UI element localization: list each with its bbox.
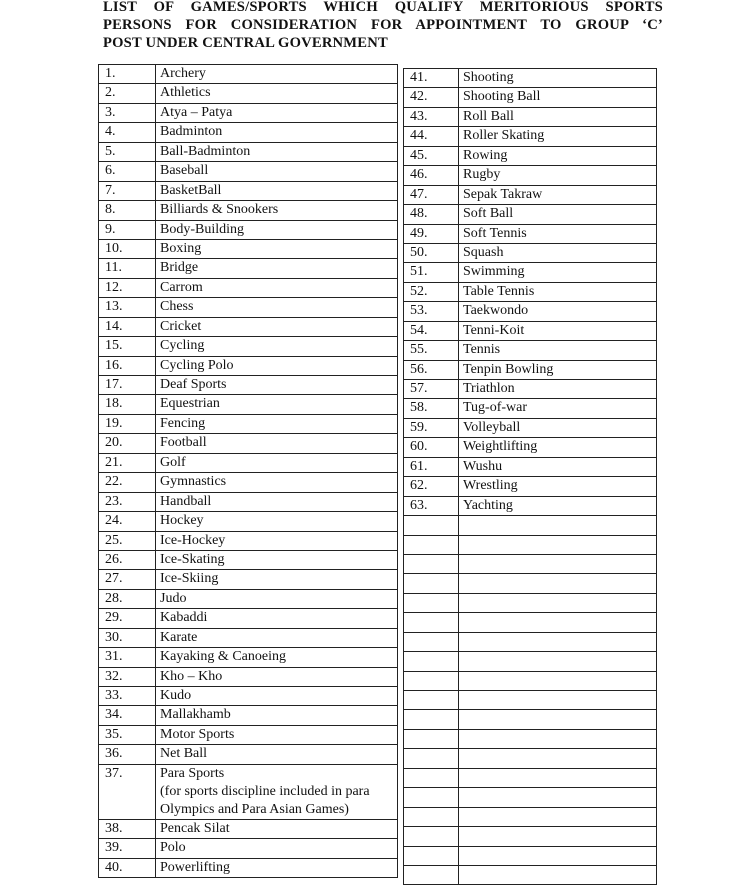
- sport-name: Wushu: [459, 457, 657, 476]
- table-row: [99, 648, 398, 667]
- sport-number: 62.: [404, 477, 459, 496]
- empty-cell: [404, 593, 459, 612]
- empty-cell: [459, 807, 657, 826]
- sport-note: Olympics and Para Asian Games): [160, 801, 349, 817]
- sport-number: 11.: [99, 259, 156, 278]
- sport-name: Karate: [156, 628, 398, 647]
- table-row: [404, 691, 657, 710]
- sport-number: 59.: [404, 418, 459, 437]
- sport-number: 26.: [99, 550, 156, 569]
- empty-cell: [459, 749, 657, 768]
- empty-cell: [459, 827, 657, 846]
- table-row: [99, 239, 398, 258]
- table-row: [404, 632, 657, 651]
- sport-number: 23.: [99, 492, 156, 511]
- sport-name: Wrestling: [459, 477, 657, 496]
- sport-name-text: Para Sports: [160, 765, 225, 781]
- sports-table-right: [403, 68, 657, 885]
- table-row: [404, 516, 657, 535]
- table-row: [404, 652, 657, 671]
- empty-cell: [404, 671, 459, 690]
- empty-cell: [459, 865, 657, 884]
- sport-number: 35.: [99, 725, 156, 744]
- table-row: [404, 127, 657, 146]
- sport-name: Tenpin Bowling: [459, 360, 657, 379]
- sport-number: 15.: [99, 337, 156, 356]
- table-row: [404, 710, 657, 729]
- sport-number: 19.: [99, 414, 156, 433]
- sport-name: Badminton: [156, 123, 398, 142]
- sport-name: Judo: [156, 589, 398, 608]
- table-row: [404, 535, 657, 554]
- sport-name: Kayaking & Canoeing: [156, 648, 398, 667]
- sport-number: 63.: [404, 496, 459, 515]
- sport-number: 34.: [99, 706, 156, 725]
- table-row: [99, 434, 398, 453]
- sport-number: 9.: [99, 220, 156, 239]
- empty-cell: [459, 593, 657, 612]
- table-row: [404, 380, 657, 399]
- sport-number: 44.: [404, 127, 459, 146]
- sport-number: 29.: [99, 609, 156, 628]
- table-row: [404, 224, 657, 243]
- sport-number: 30.: [99, 628, 156, 647]
- empty-cell: [404, 827, 459, 846]
- table-row: [99, 84, 398, 103]
- sport-number: 46.: [404, 166, 459, 185]
- empty-cell: [459, 652, 657, 671]
- sport-name: Roll Ball: [459, 107, 657, 126]
- sport-name: Net Ball: [156, 745, 398, 764]
- table-row: [99, 531, 398, 550]
- table-row: [99, 278, 398, 297]
- sport-number: 42.: [404, 88, 459, 107]
- table-row: [99, 201, 398, 220]
- sport-number: 27.: [99, 570, 156, 589]
- empty-cell: [404, 652, 459, 671]
- empty-cell: [459, 846, 657, 865]
- sport-name: Squash: [459, 243, 657, 262]
- empty-cell: [459, 729, 657, 748]
- sport-number: 21.: [99, 453, 156, 472]
- sport-number: 57.: [404, 380, 459, 399]
- sport-name: Deaf Sports: [156, 376, 398, 395]
- empty-cell: [404, 691, 459, 710]
- sport-number: 7.: [99, 181, 156, 200]
- table-row: [404, 263, 657, 282]
- sport-number: 20.: [99, 434, 156, 453]
- sport-number: 14.: [99, 317, 156, 336]
- table-row: [404, 613, 657, 632]
- table-row: [404, 846, 657, 865]
- table-row: [404, 574, 657, 593]
- table-row: [404, 107, 657, 126]
- sport-number: 1.: [99, 65, 156, 84]
- heading-line-3: POST UNDER CENTRAL GOVERNMENT: [103, 35, 388, 51]
- empty-cell: [459, 516, 657, 535]
- empty-cell: [404, 729, 459, 748]
- table-row: [99, 819, 398, 838]
- sport-number: 60.: [404, 438, 459, 457]
- sport-name: Tug-of-war: [459, 399, 657, 418]
- table-row: [99, 337, 398, 356]
- empty-cell: [404, 865, 459, 884]
- sport-name: Swimming: [459, 263, 657, 282]
- sport-name: Cricket: [156, 317, 398, 336]
- empty-cell: [404, 535, 459, 554]
- table-row: [99, 356, 398, 375]
- table-row: [404, 166, 657, 185]
- sport-number: 58.: [404, 399, 459, 418]
- sport-number: 22.: [99, 473, 156, 492]
- table-row: [99, 667, 398, 686]
- heading-line-2: PERSONS FOR CONSIDERATION FOR APPOINTMENT TO GROUP ‘C’: [103, 17, 663, 33]
- sport-name: Equestrian: [156, 395, 398, 414]
- sport-name: Pencak Silat: [156, 819, 398, 838]
- table-row: [404, 827, 657, 846]
- table-row: [404, 496, 657, 515]
- table-row: [404, 88, 657, 107]
- sport-number: 31.: [99, 648, 156, 667]
- sport-number: 45.: [404, 146, 459, 165]
- sport-number: 28.: [99, 589, 156, 608]
- sport-name: Roller Skating: [459, 127, 657, 146]
- sport-number: 24.: [99, 512, 156, 531]
- empty-cell: [404, 613, 459, 632]
- table-row: [404, 671, 657, 690]
- sport-name: [156, 764, 398, 819]
- sport-number: 52.: [404, 282, 459, 301]
- sport-number: 41.: [404, 69, 459, 88]
- table-row: [99, 103, 398, 122]
- sport-number: 50.: [404, 243, 459, 262]
- sport-name: Football: [156, 434, 398, 453]
- table-row: [99, 839, 398, 858]
- sport-number: 47.: [404, 185, 459, 204]
- sport-number: 40.: [99, 858, 156, 877]
- empty-cell: [404, 554, 459, 573]
- sport-name: Bridge: [156, 259, 398, 278]
- sport-name: Volleyball: [459, 418, 657, 437]
- empty-cell: [404, 710, 459, 729]
- sport-number: 2.: [99, 84, 156, 103]
- empty-cell: [459, 710, 657, 729]
- empty-cell: [404, 788, 459, 807]
- sport-name: Fencing: [156, 414, 398, 433]
- sport-name: Carrom: [156, 278, 398, 297]
- sport-number: 6.: [99, 162, 156, 181]
- sport-name: Cycling: [156, 337, 398, 356]
- table-row: [99, 570, 398, 589]
- sport-name: Ice-Skiing: [156, 570, 398, 589]
- sport-name: Handball: [156, 492, 398, 511]
- table-row: [404, 477, 657, 496]
- sport-name: Billiards & Snookers: [156, 201, 398, 220]
- sport-number: 5.: [99, 142, 156, 161]
- sport-name: Mallakhamb: [156, 706, 398, 725]
- table-row: [99, 512, 398, 531]
- table-row: [99, 162, 398, 181]
- sport-name: Kabaddi: [156, 609, 398, 628]
- sport-name: Rowing: [459, 146, 657, 165]
- table-row: [404, 69, 657, 88]
- sport-number: 37.: [99, 764, 156, 819]
- sport-number: 55.: [404, 341, 459, 360]
- table-row: [99, 858, 398, 877]
- empty-cell: [459, 613, 657, 632]
- table-row: [99, 298, 398, 317]
- table-row: [99, 414, 398, 433]
- sport-number: 3.: [99, 103, 156, 122]
- sports-table-right-body: [404, 69, 657, 885]
- sport-number: 12.: [99, 278, 156, 297]
- table-row: [404, 729, 657, 748]
- sport-number: 38.: [99, 819, 156, 838]
- table-row: [99, 453, 398, 472]
- table-row: [99, 764, 398, 819]
- sport-name: Shooting Ball: [459, 88, 657, 107]
- sport-name: Motor Sports: [156, 725, 398, 744]
- sport-note: (for sports discipline included in para: [160, 783, 370, 799]
- sport-name: Cycling Polo: [156, 356, 398, 375]
- table-row: [99, 142, 398, 161]
- sport-number: 61.: [404, 457, 459, 476]
- sport-name: Tenni-Koit: [459, 321, 657, 340]
- table-row: [404, 243, 657, 262]
- table-row: [404, 457, 657, 476]
- table-row: [404, 185, 657, 204]
- table-row: [99, 220, 398, 239]
- table-row: [99, 395, 398, 414]
- empty-cell: [459, 632, 657, 651]
- sport-name: BasketBall: [156, 181, 398, 200]
- sport-number: 13.: [99, 298, 156, 317]
- sport-name: Ice-Hockey: [156, 531, 398, 550]
- empty-cell: [459, 671, 657, 690]
- sport-name: Soft Ball: [459, 205, 657, 224]
- empty-cell: [404, 807, 459, 826]
- sport-number: 32.: [99, 667, 156, 686]
- sport-name: Soft Tennis: [459, 224, 657, 243]
- sport-name: Weightlifting: [459, 438, 657, 457]
- sport-name: Tennis: [459, 341, 657, 360]
- sport-name: Ice-Skating: [156, 550, 398, 569]
- sport-name: Athletics: [156, 84, 398, 103]
- table-row: [404, 282, 657, 301]
- table-row: [404, 593, 657, 612]
- table-row: [99, 473, 398, 492]
- empty-cell: [404, 768, 459, 787]
- sport-name: Polo: [156, 839, 398, 858]
- sport-name: Boxing: [156, 239, 398, 258]
- sport-name: Hockey: [156, 512, 398, 531]
- sport-name: Rugby: [459, 166, 657, 185]
- sport-name: Ball-Badminton: [156, 142, 398, 161]
- sport-number: 4.: [99, 123, 156, 142]
- table-row: [404, 321, 657, 340]
- sport-number: 25.: [99, 531, 156, 550]
- empty-cell: [459, 768, 657, 787]
- sport-name: Body-Building: [156, 220, 398, 239]
- sport-name: Baseball: [156, 162, 398, 181]
- table-row: [99, 628, 398, 647]
- table-row: [99, 609, 398, 628]
- sport-number: 8.: [99, 201, 156, 220]
- table-row: [404, 418, 657, 437]
- table-row: [404, 399, 657, 418]
- sport-name: Taekwondo: [459, 302, 657, 321]
- empty-cell: [459, 788, 657, 807]
- heading-line-1: LIST OF GAMES/SPORTS WHICH QUALIFY MERITORIOUS SPORTS: [103, 0, 663, 15]
- sport-name: Gymnastics: [156, 473, 398, 492]
- sport-number: 43.: [404, 107, 459, 126]
- empty-cell: [459, 574, 657, 593]
- sport-number: 36.: [99, 745, 156, 764]
- table-row: [99, 550, 398, 569]
- sport-name: Chess: [156, 298, 398, 317]
- sport-number: 18.: [99, 395, 156, 414]
- table-row: [404, 554, 657, 573]
- table-row: [404, 438, 657, 457]
- sport-name: Table Tennis: [459, 282, 657, 301]
- table-row: [404, 360, 657, 379]
- sports-table-left-body: [99, 65, 398, 878]
- sport-number: 17.: [99, 376, 156, 395]
- sport-name: Archery: [156, 65, 398, 84]
- sport-number: 39.: [99, 839, 156, 858]
- table-row: [99, 65, 398, 84]
- table-row: [99, 492, 398, 511]
- table-row: [99, 745, 398, 764]
- table-row: [404, 807, 657, 826]
- sport-number: 33.: [99, 687, 156, 706]
- sport-number: 56.: [404, 360, 459, 379]
- sport-number: 16.: [99, 356, 156, 375]
- table-row: [404, 205, 657, 224]
- table-row: [404, 768, 657, 787]
- table-row: [99, 589, 398, 608]
- sport-name: Powerlifting: [156, 858, 398, 877]
- sport-name: Sepak Takraw: [459, 185, 657, 204]
- sport-name: Triathlon: [459, 380, 657, 399]
- page-heading: [103, 0, 663, 52]
- sport-name: Kudo: [156, 687, 398, 706]
- sport-name: Atya – Patya: [156, 103, 398, 122]
- table-row: [99, 317, 398, 336]
- sports-table-left: [98, 64, 398, 878]
- table-row: [99, 259, 398, 278]
- empty-cell: [459, 554, 657, 573]
- sport-number: 10.: [99, 239, 156, 258]
- table-row: [99, 687, 398, 706]
- empty-cell: [404, 632, 459, 651]
- sport-name: Kho – Kho: [156, 667, 398, 686]
- sport-name: Golf: [156, 453, 398, 472]
- empty-cell: [404, 574, 459, 593]
- table-row: [99, 181, 398, 200]
- table-row: [404, 788, 657, 807]
- empty-cell: [404, 846, 459, 865]
- empty-cell: [404, 749, 459, 768]
- sport-number: 53.: [404, 302, 459, 321]
- table-row: [404, 302, 657, 321]
- sport-number: 54.: [404, 321, 459, 340]
- table-row: [99, 706, 398, 725]
- sport-name: Yachting: [459, 496, 657, 515]
- sport-name: Shooting: [459, 69, 657, 88]
- empty-cell: [459, 535, 657, 554]
- table-row: [99, 123, 398, 142]
- table-row: [404, 865, 657, 884]
- empty-cell: [404, 516, 459, 535]
- table-row: [404, 749, 657, 768]
- table-row: [99, 376, 398, 395]
- sport-number: 48.: [404, 205, 459, 224]
- table-row: [404, 146, 657, 165]
- sport-number: 49.: [404, 224, 459, 243]
- sport-number: 51.: [404, 263, 459, 282]
- table-row: [99, 725, 398, 744]
- table-row: [404, 341, 657, 360]
- empty-cell: [459, 691, 657, 710]
